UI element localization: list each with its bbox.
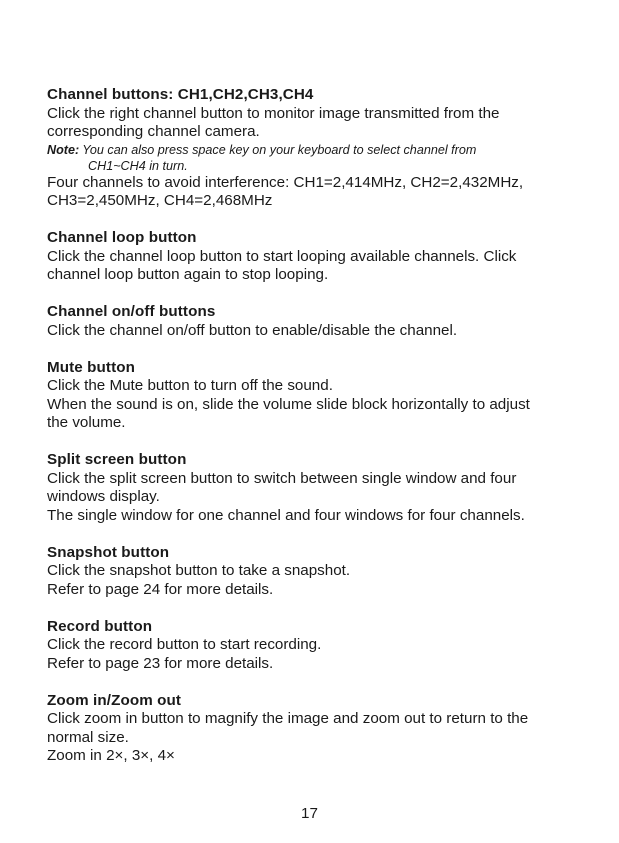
note-text: You can also press space key on your keyboard to select channel from bbox=[82, 142, 477, 157]
body-line: Four channels to avoid interference: CH1=2,414MHz, CH2=2,432MHz, bbox=[47, 173, 524, 191]
body-line: corresponding channel camera. bbox=[47, 123, 260, 140]
body-line: Click the Mute button to turn off the sound. bbox=[47, 377, 333, 394]
body-line: channel loop button again to stop looping. bbox=[47, 266, 329, 283]
page-number: 17 bbox=[301, 805, 318, 822]
body-line: Click the snapshot button to take a snapshot. bbox=[47, 562, 351, 579]
section-heading: Channel loop button bbox=[47, 229, 197, 246]
section-mute-button bbox=[47, 359, 592, 433]
section-zoom-in-zoom-out bbox=[47, 692, 592, 766]
section-heading: Channel on/off buttons bbox=[47, 303, 216, 320]
note-line-continued: CH1~CH4 in turn. bbox=[88, 158, 188, 173]
body-line: Click zoom in button to magnify the image and zoom out to return to the bbox=[47, 710, 529, 727]
section-record-button bbox=[47, 618, 592, 674]
body-line: Click the channel on/off button to enable/disable the channel. bbox=[47, 321, 458, 339]
body-line: Refer to page 24 for more details. bbox=[47, 580, 274, 598]
body-line: CH3=2,450MHz, CH4=2,468MHz bbox=[47, 192, 273, 209]
body-line: normal size. bbox=[47, 728, 129, 746]
section-heading: Mute button bbox=[47, 358, 135, 376]
section-channel-buttons bbox=[47, 86, 592, 211]
section-channel-on-off-buttons bbox=[47, 303, 592, 340]
body-line: Refer to page 23 for more details. bbox=[47, 654, 274, 672]
note-label: Note: bbox=[47, 142, 80, 157]
section-heading: Snapshot button bbox=[47, 543, 170, 561]
section-split-screen-button bbox=[47, 451, 592, 525]
note-line bbox=[47, 142, 592, 158]
body-line: windows display. bbox=[47, 488, 160, 505]
body-line: Zoom in 2×, 3×, 4× bbox=[47, 747, 175, 764]
manual-page bbox=[47, 86, 592, 784]
section-heading: Split screen button bbox=[47, 451, 187, 468]
section-heading: Record button bbox=[47, 617, 153, 635]
body-line: the volume. bbox=[47, 414, 126, 431]
body-line: Click the split screen button to switch between single window and four bbox=[47, 469, 517, 487]
body-line: The single window for one channel and four windows for four channels. bbox=[47, 506, 525, 524]
section-heading: Zoom in/Zoom out bbox=[47, 691, 182, 709]
section-channel-loop-button bbox=[47, 229, 592, 285]
body-line: Click the right channel button to monitor image transmitted from the bbox=[47, 104, 500, 122]
body-line: When the sound is on, slide the volume slide block horizontally to adjust bbox=[47, 395, 530, 413]
section-snapshot-button bbox=[47, 544, 592, 600]
section-heading: Channel buttons: CH1,CH2,CH3,CH4 bbox=[47, 86, 314, 103]
body-line: Click the record button to start recording. bbox=[47, 636, 322, 653]
body-line: Click the channel loop button to start looping available channels. Click bbox=[47, 247, 517, 265]
